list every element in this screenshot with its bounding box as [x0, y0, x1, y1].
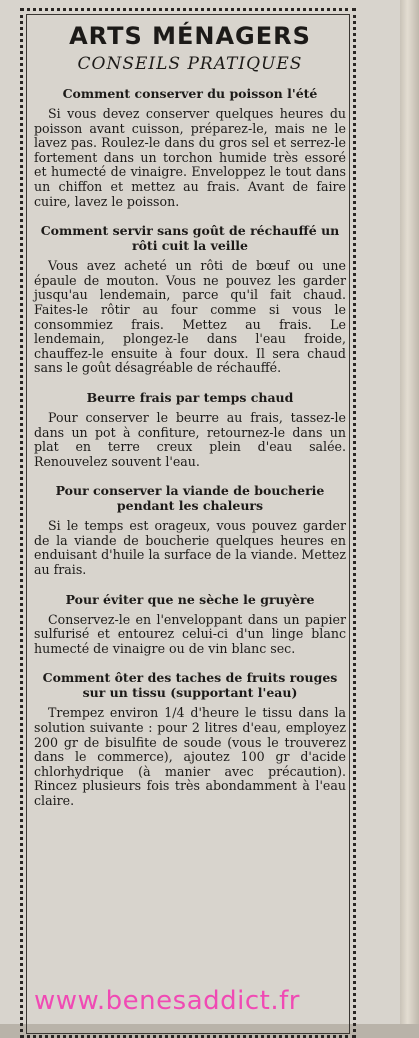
section-body: Trempez environ 1/4 d'heure le tissu dans la solution suivante : pour 2 litres d'eau, employez 200 gr de bisulfite de soude (vous le trouverez dans le commerce), ajoutez 100 gr d'acide chlorhydrique (à manier avec précaution). Rincez plusieurs fois très abondamment à l'eau claire.: [34, 705, 346, 808]
article-title: ARTS MÉNAGERS: [69, 22, 311, 50]
article-subtitle: CONSEILS PRATIQUES: [77, 54, 303, 74]
section-body: Si le temps est orageux, vous pouvez garder de la viande de boucherie quelques heures en enduisant d'huile la surface de la viande. Mettez au frais.: [34, 518, 346, 578]
section-heading: Pour conserver la viande de boucherie pendant les chaleurs: [55, 483, 325, 514]
section-body: Pour conserver le beurre au frais, tassez-le dans un pot à confiture, retournez-le dans un plat en terre creux plein d'eau salée. Renouvelez souvent l'eau.: [34, 409, 346, 469]
section-roti: [34, 223, 346, 376]
section-body: Conservez-le en l'enveloppant dans un papier sulfurisé et entourez celui-ci d'un linge blanc humecté de vinaigre ou de vin blanc sec.: [34, 611, 346, 656]
section-heading: Comment conserver du poisson l'été: [62, 86, 318, 101]
section-heading: Comment servir sans goût de réchauffé un rôti cuit la veille: [40, 223, 340, 254]
section-body: Vous avez acheté un rôti de bœuf ou une épaule de mouton. Vous ne pouvez les garder jusqu'au lendemain, parce qu'il fait chaud. Faites-le rôtir au four comme si vous le consommiez frais. Mettez au frais. Le lendemain, plongez-le dans l'eau froide, chauffez-le ensuite à four doux. Il sera chaud sans le goût désagréable de réchauffé.: [34, 258, 346, 376]
section-heading: Beurre frais par temps chaud: [86, 389, 294, 405]
section-beurre: [34, 390, 346, 469]
section-heading: Pour éviter que ne sèche le gruyère: [65, 591, 315, 607]
section-poisson: [34, 86, 346, 209]
section-gruyere: [34, 592, 346, 657]
article-column: [34, 20, 346, 823]
section-viande: [34, 483, 346, 577]
watermark-url: www.benesaddict.fr: [34, 986, 300, 1016]
section-body: Si vous devez conserver quelques heures du poisson avant cuisson, préparez-le, mais ne le lavez pas. Roulez-le dans du gros sel et serrez-le fortement dans un torchon humide très essoré et humecté de vinaigre. Enveloppez le tout dans un chiffon et mettez au frais. Avant de faire cuire, lavez le poisson.: [34, 106, 346, 209]
section-taches: [34, 670, 346, 808]
page-edge: [400, 0, 419, 1024]
section-heading: Comment ôter des taches de fruits rouges sur un tissu (supportant l'eau): [42, 670, 338, 701]
